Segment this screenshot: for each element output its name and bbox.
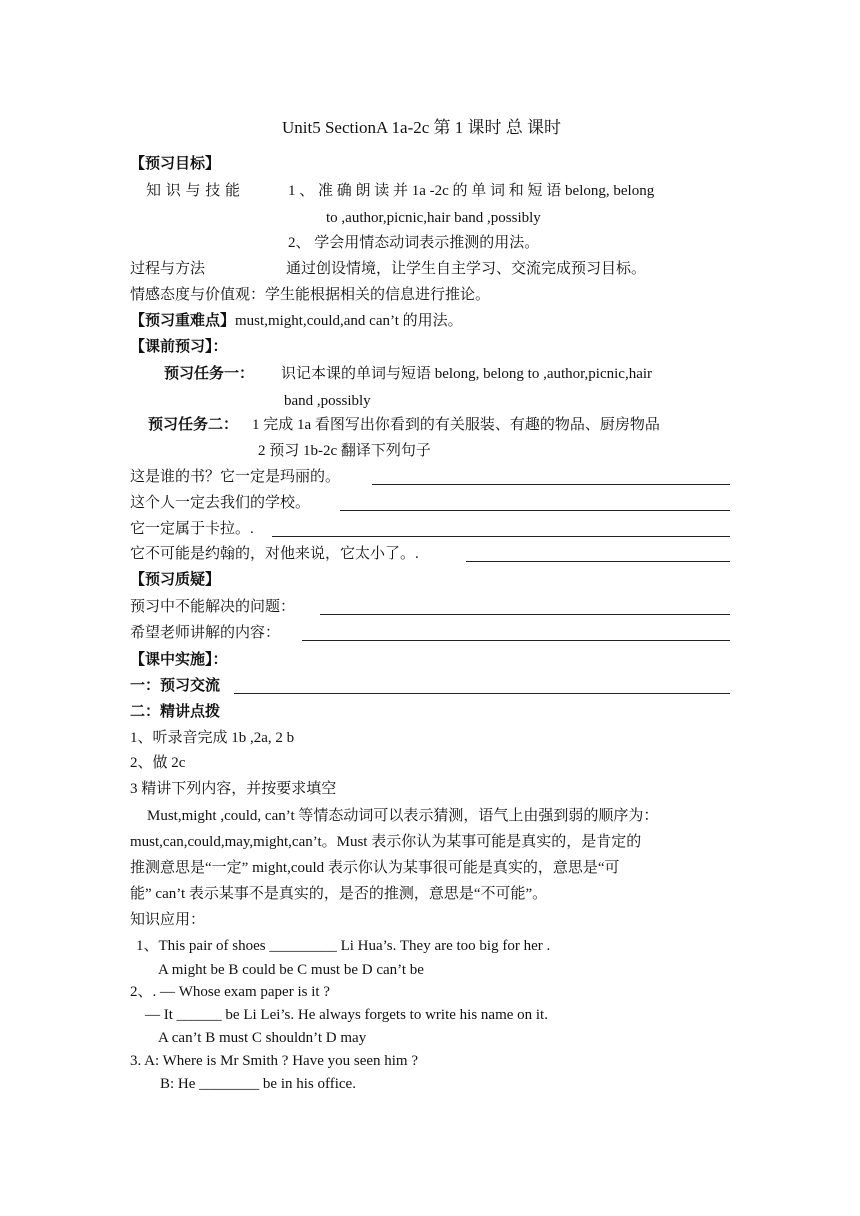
task2-label: 预习任务二： <box>148 417 239 433</box>
instruction-3: 3 精讲下列内容，并按要求填空 <box>130 781 337 797</box>
section-2-title: 二：精讲点拨 <box>130 704 221 720</box>
task1-text-b: band ,possibly <box>284 393 371 409</box>
question-1-text: 预习中不能解决的问题： <box>130 599 296 615</box>
exercise-2-sentence: — It ______ be Li Lei’s. He always forgets to write his name on it. <box>145 1007 548 1023</box>
sentence-2-text: 这个人一定去我们的学校。 <box>130 495 311 511</box>
sentence-4-blank[interactable] <box>466 547 730 562</box>
sentence-4-text: 它不可能是约翰的，对他来说，它太小了。. <box>130 546 419 562</box>
sentence-2-blank[interactable] <box>340 496 730 511</box>
exercise-3-question: 3. A: Where is Mr Smith ? Have you seen him ? <box>130 1053 419 1069</box>
sentence-1-text: 这是谁的书？它一定是玛丽的。 <box>130 469 341 485</box>
paragraph-line-4: 能” can’t 表示某事不是真实的，是否的推测，意思是“不可能”。 <box>130 886 548 902</box>
in-class-header: 【课中实施】： <box>130 652 228 668</box>
exercise-3-sentence: B: He ________ be in his office. <box>160 1076 356 1092</box>
knowledge-label: 知 识 与 技 能 <box>146 183 241 199</box>
preview-header: 【课前预习】： <box>130 339 228 355</box>
exercise-1-options: A might be B could be C must be D can’t be <box>158 962 424 978</box>
key-points-header: 【预习重难点】 <box>130 313 236 329</box>
instruction-1: 1、听录音完成 1b ,2a, 2 b <box>130 730 295 746</box>
knowledge-line-1a: 1 、 准 确 朗 读 并 1a -2c 的 单 词 和 短 语 belong, belong <box>288 183 655 199</box>
instruction-2: 2、做 2c <box>130 755 186 771</box>
goals-header: 【预习目标】 <box>130 156 221 172</box>
sentence-3-text: 它一定属于卡拉。. <box>130 521 254 537</box>
task1-label: 预习任务一： <box>164 366 255 382</box>
paragraph-line-1: Must,might ,could, can’t 等情态动词可以表示猜测，语气上由强到弱的顺序为： <box>147 808 659 824</box>
task2-text-b: 2 预习 1b-2c 翻译下列句子 <box>258 443 431 459</box>
paragraph-line-3: 推测意思是“一定” might,could 表示你认为某事很可能是真实的，意思是“可 <box>130 860 620 876</box>
section-1-title: 一：预习交流 <box>130 678 221 694</box>
knowledge-line-1b: to ,author,picnic,hair band ,possibly <box>326 210 541 226</box>
question-1-blank[interactable] <box>320 600 730 615</box>
page-title: Unit5 SectionA 1a-2c 第 1 课时 总 课时 <box>282 118 562 137</box>
task1-text-a: 识记本课的单词与短语 belong, belong to ,author,picnic,hair <box>281 366 653 382</box>
apply-label: 知识应用： <box>130 912 206 928</box>
exercise-2-question: 2、. — Whose exam paper is it ? <box>130 984 330 1000</box>
sentence-1-blank[interactable] <box>372 470 730 485</box>
exercise-1-question: 1、This pair of shoes _________ Li Hua’s. They are too big for her . <box>136 938 551 954</box>
section-1-blank[interactable] <box>234 679 730 694</box>
key-points-text: must,might,could,and can’t 的用法。 <box>235 313 463 329</box>
process-label: 过程与方法 <box>130 261 206 277</box>
process-text: 通过创设情境，让学生自主学习、交流完成预习目标。 <box>286 261 647 277</box>
knowledge-line-2: 2、 学会用情态动词表示推测的用法。 <box>288 235 540 251</box>
question-2-text: 希望老师讲解的内容： <box>130 625 281 641</box>
sentence-3-blank[interactable] <box>272 522 730 537</box>
paragraph-line-2: must,can,could,may,might,can’t。Must 表示你认为某事可能是真实的，是肯定的 <box>130 834 642 850</box>
exercise-2-options: A can’t B must C shouldn’t D may <box>158 1030 367 1046</box>
question-2-blank[interactable] <box>302 626 730 641</box>
emotion-line: 情感态度与价值观：学生能根据相关的信息进行推论。 <box>130 287 491 303</box>
task2-text-a: 1 完成 1a 看图写出你看到的有关服装、有趣的物品、厨房物品 <box>252 417 660 433</box>
questions-header: 【预习质疑】 <box>130 572 221 588</box>
key-points-line <box>130 311 463 331</box>
